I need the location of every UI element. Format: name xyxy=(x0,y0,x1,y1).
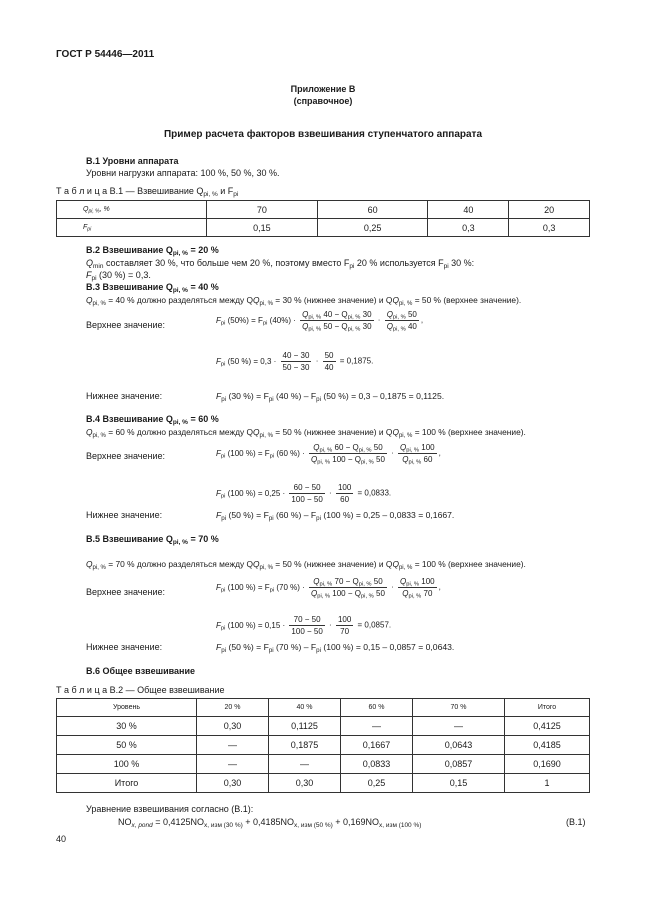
table-header-cell: 70 % xyxy=(413,699,505,717)
table-cell: 0,0643 xyxy=(413,736,505,755)
table-cell: 0,4125 xyxy=(505,717,590,736)
table-cell: $F_{pi}$ xyxy=(57,219,207,237)
table-header-row xyxy=(57,699,590,717)
table-cell: 0,15 xyxy=(413,774,505,793)
table-header-cell: Итого xyxy=(505,699,590,717)
table-cell: — xyxy=(197,755,269,774)
table-cell: 40 xyxy=(428,201,509,219)
table1 xyxy=(56,200,590,237)
section-b1-heading: В.1 Уровни аппарата xyxy=(86,156,179,166)
table-cell: 0,3 xyxy=(509,219,590,237)
table-cell: — xyxy=(269,755,341,774)
table-cell: 0,25 xyxy=(341,774,413,793)
table-cell: 0,0833 xyxy=(341,755,413,774)
section-b4-heading: В.4 Взвешивание $Q_{pi, \%} = 60$ % xyxy=(86,414,219,426)
section-b3-line1: $Q_{pi, \%} = 40$ % должно разделяться между $QQ_{pi, \%} = 30$ % (нижнее значение) и $QQ_{pi, \%} = 50$ % (верхнее значение). xyxy=(86,295,522,307)
table-row xyxy=(57,736,590,755)
table-cell: 0,1875 xyxy=(269,736,341,755)
table-cell: 0,1125 xyxy=(269,717,341,736)
table-cell: — xyxy=(341,717,413,736)
section-b5-upper-formula: $F_{pi}$ (100 %) = $F_{pi}$ (70 %) · $\frac{Q_{pi, \%} 70 - Q_{pi, \%} 50}{Q_{pi, \%} 100 - Q_{pi, \%} 50}$ · $\frac{Q_{pi, \%} 100}{Q_{pi, \%} 70}$ , xyxy=(216,577,441,600)
section-b5-upper-label: Верхнее значение: xyxy=(86,587,165,597)
standard-number: ГОСТ Р 54446—2011 xyxy=(56,49,155,60)
table-row xyxy=(57,717,590,736)
table-cell: 100 % xyxy=(57,755,197,774)
table-row xyxy=(57,201,590,219)
table-cell: 0,15 xyxy=(207,219,318,237)
section-b3-lower-label: Нижнее значение: xyxy=(86,391,163,401)
section-b1-text: Уровни нагрузки аппарата: 100 %, 50 %, 30 %. xyxy=(86,168,280,178)
table-cell: 0,1690 xyxy=(505,755,590,774)
table-cell: 0,4185 xyxy=(505,736,590,755)
table-cell: 0,30 xyxy=(197,717,269,736)
table-cell: 30 % xyxy=(57,717,197,736)
section-b4-upper-label: Верхнее значение: xyxy=(86,451,165,461)
section-b3-upper-formula: $F_{pi}$ $(50\%) = F_{pi}$ (40%) · $\frac{Q_{pi, \%} 40 - Q_{pi, \%} 30}{Q_{pi, \%} 50 - Q_{pi, \%} 30}$ · $\frac{Q_{pi, \%} 50}{Q_{pi, \%} 40}$ , xyxy=(216,310,424,333)
section-b3-heading: В.3 Взвешивание $Q_{pi, \%} = 40$ % xyxy=(86,282,219,294)
equation-number: (В.1) xyxy=(566,817,586,827)
appendix-type: (справочное) xyxy=(293,96,353,106)
table-header-cell: 20 % xyxy=(197,699,269,717)
table-cell: Итого xyxy=(57,774,197,793)
table-cell: — xyxy=(197,736,269,755)
table-row xyxy=(57,774,590,793)
table-row xyxy=(57,755,590,774)
section-b2-line1: $Q_{min}$ составляет 30 %, что больше чем 20 %, поэтому вместо $F_{pi}$ 20 % используется $F_{pi}$ 30 %: xyxy=(86,258,475,270)
section-b2-heading: В.2 Взвешивание $Q_{pi, \%} = 20$ % xyxy=(86,245,219,257)
section-b2-line2: $F_{pi}$ (30 %) = 0,3. xyxy=(86,270,151,282)
section-b4-lower-formula: $F_{pi}$ (50 %) = $F_{pi}$ (60 %) – $F_{pi}$ (100 %) = 0,25 – 0,0833 = 0,1667. xyxy=(216,510,455,522)
table-cell: — xyxy=(413,717,505,736)
table-cell: $Q_{pi, \%}$, % xyxy=(57,201,207,219)
table2 xyxy=(56,698,590,793)
section-b3-lower-formula: $F_{pi}$ (30 %) = $F_{pi}$ (40 %) – $F_{pi}$ (50 %) = 0,3 – 0,1875 = 0,1125. xyxy=(216,391,445,403)
section-b5-numeric-formula: $F_{pi}$ (100 %) = 0,15 · $\frac{70 - 50}{100 - 50}$ · $\frac{100}{70}$ = 0,0857. xyxy=(216,615,392,636)
table-header-cell: 40 % xyxy=(269,699,341,717)
table-cell: 0,30 xyxy=(197,774,269,793)
table2-caption: Т а б л и ц а В.2 — Общее взвешивание xyxy=(56,685,225,695)
table-cell: 0,0857 xyxy=(413,755,505,774)
table-cell: 0,3 xyxy=(428,219,509,237)
table-cell: 50 % xyxy=(57,736,197,755)
section-b4-lower-label: Нижнее значение: xyxy=(86,510,163,520)
table-cell: 0,30 xyxy=(269,774,341,793)
page-number: 40 xyxy=(56,834,67,844)
table-cell: 70 xyxy=(207,201,318,219)
page-title: Пример расчета факторов взвешивания ступенчатого аппарата xyxy=(163,129,483,140)
section-b5-lower-label: Нижнее значение: xyxy=(86,642,163,652)
table-header-cell: Уровень xyxy=(57,699,197,717)
table-cell: 60 xyxy=(317,201,428,219)
section-b5-heading: В.5 Взвешивание $Q_{pi, \%} = 70$ % xyxy=(86,534,219,546)
appendix-title: Приложение В xyxy=(290,84,356,94)
table-cell: 1 xyxy=(505,774,590,793)
table-row xyxy=(57,219,590,237)
section-b5-lower-formula: $F_{pi}$ (50 %) = $F_{pi}$ (70 %) – $F_{pi}$ (100 %) = 0,15 – 0,0857 = 0,0643. xyxy=(216,642,455,654)
section-b5-line1: $Q_{pi, \%} = 70$ % должно разделяться между $QQ_{pi, \%} = 50$ % (нижнее значение) и $QQ_{pi, \%} = 100$ % (верхнее значение). xyxy=(86,559,526,571)
table1-caption: Т а б л и ц а В.1 — Взвешивание $Q_{pi, \%}$ и $F_{pi}$ xyxy=(56,186,239,198)
table-cell: 20 xyxy=(509,201,590,219)
section-b6-heading: В.6 Общее взвешивание xyxy=(86,666,196,676)
table-cell: 0,1667 xyxy=(341,736,413,755)
section-b3-upper-label: Верхнее значение: xyxy=(86,320,165,330)
final-equation: $NO_{x, pond} = 0,4125NO_{x, изм (30 \%)} + 0,4185NO_{x, изм (50 \%)} + 0,169NO_{x, изм (100 \%)}$ xyxy=(118,817,422,829)
section-b3-numeric-formula: $F_{pi}$ (50 %) = 0,3 · $\frac{40 - 30}{50 - 30}$ · $\frac{50}{40}$ = 0,1875. xyxy=(216,351,374,372)
table-cell: 0,25 xyxy=(317,219,428,237)
table-header-cell: 60 % xyxy=(341,699,413,717)
section-b4-numeric-formula: $F_{pi}$ (100 %) = 0,25 · $\frac{60 - 50}{100 - 50}$ · $\frac{100}{60}$ = 0,0833. xyxy=(216,483,392,504)
section-b4-line1: $Q_{pi, \%} = 60$ % должно разделяться между $QQ_{pi, \%} = 50$ % (нижнее значение) и $QQ_{pi, \%} = 100$ % (верхнее значение). xyxy=(86,427,526,439)
final-intro: Уравнение взвешивания согласно (В.1): xyxy=(86,804,254,814)
section-b4-upper-formula: $F_{pi}$ (100 %) = $F_{pi}$ (60 %) · $\frac{Q_{pi, \%} 60 - Q_{pi, \%} 50}{Q_{pi, \%} 100 - Q_{pi, \%} 50}$ · $\frac{Q_{pi, \%} 100}{Q_{pi, \%} 60}$ , xyxy=(216,443,441,466)
